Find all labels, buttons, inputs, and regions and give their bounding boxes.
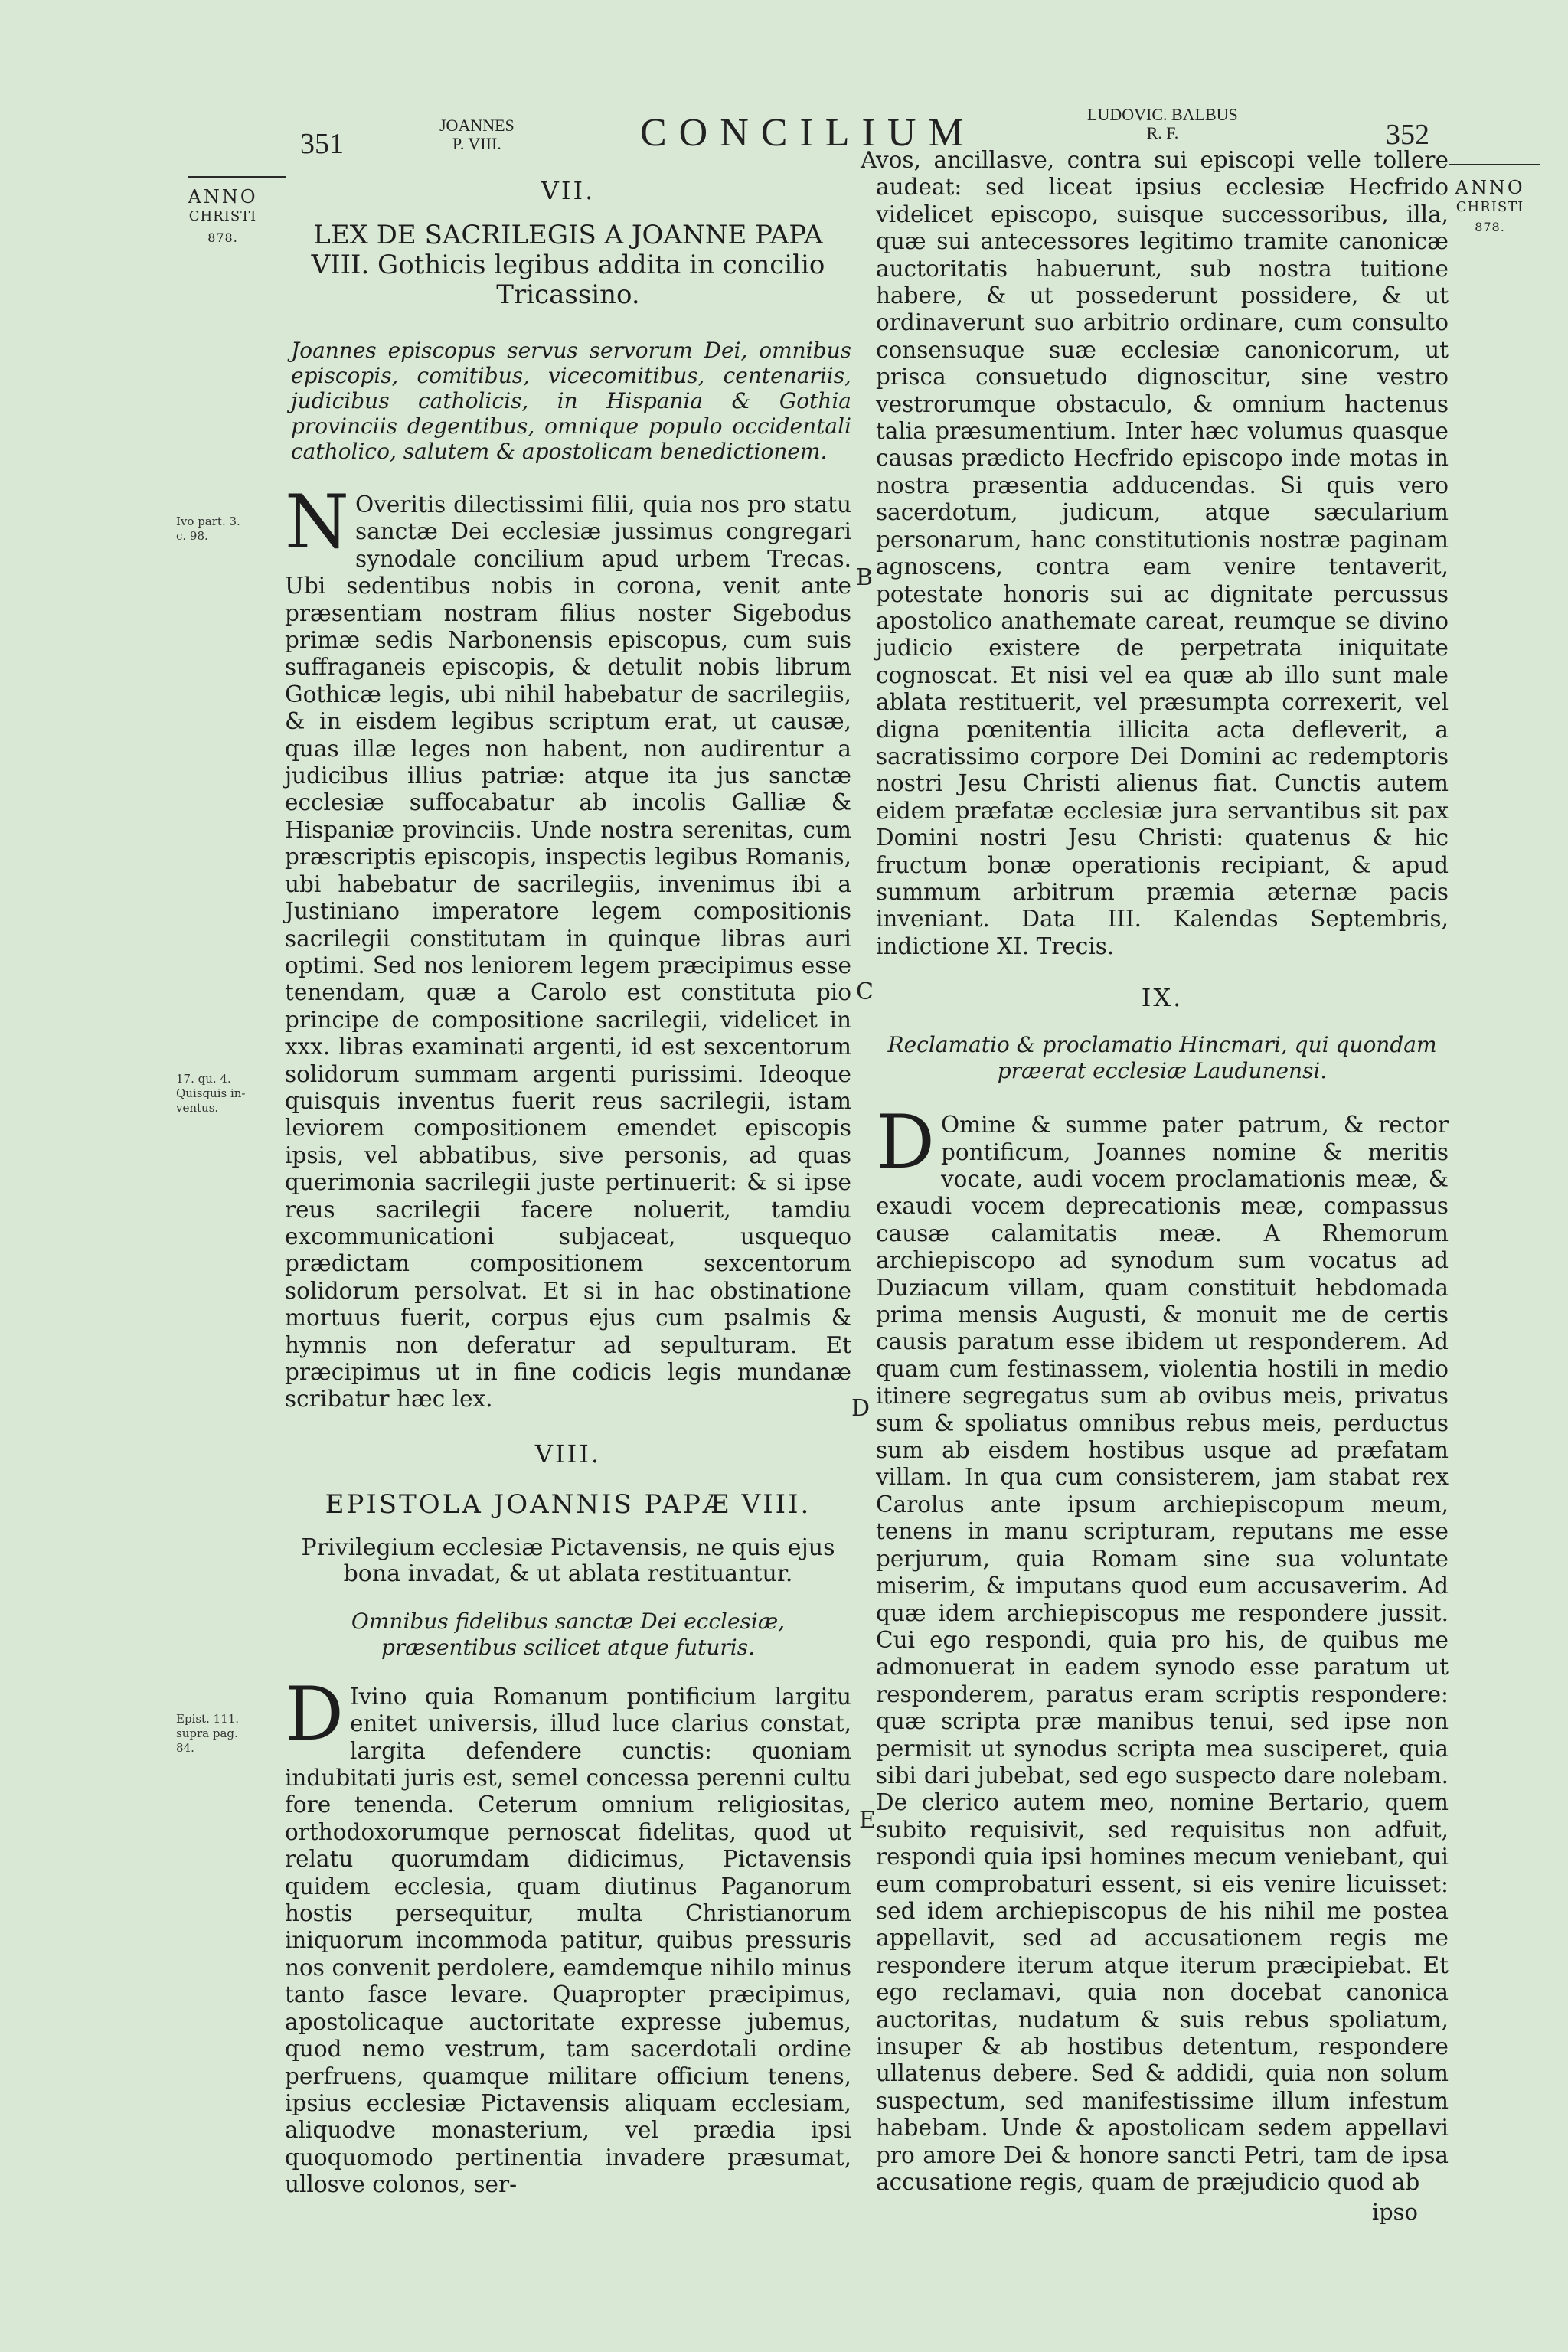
running-head-right: LUDOVIC. BALBUS R. F. [1087,105,1238,142]
left-column [285,176,851,2199]
margin-letter-c: C [856,978,874,1005]
margin-note-ivo: Ivo part. 3. c. 98. [176,514,240,543]
anno-christi-left [181,188,265,247]
drop-cap-n: N [285,479,349,565]
margin-letter-b: B [856,564,874,591]
body-text-ix [876,1099,1449,2196]
subtitle-viii: Privilegium ecclesiæ Pictavensis, ne quis ejus bona invadat, & ut ablata restituantur. [301,1534,835,1587]
subtitle-ix: Reclamatio & proclamatio Hincmari, qui quondam præerat ecclesiæ Laudunensi. [887,1032,1437,1084]
anno-year: 878. [207,230,238,245]
right-margin-rule [1449,164,1540,165]
body-text-ix-content: Omine & summe pater patrum, & rector pontificum, Joannes nomine & meritis vocate, audi vocem proclamationis meæ, & exaudi vocem deprecationis meæ, compassus causæ calamitatis meæ. A Rhemorum archiepiscopo ad synodum sum vocatus ad Duziacum villam, quam constituit hebdomada prima mensis Augusti, & monuit me de certis causis paratum esse ibidem ut responderem. Ad quam cum festinassem, violentia hostili in medio itinere segregatus sum ab ovibus meis, privatus sum & spoliatus omnibus rebus meis, perductus sum ab eisdem hostibus usque ad præfatam villam. In qua cum consisterem, jam stabat rex Carolus ante ipsum archiepiscopum meum, tenens in manu scripturam, reputans me esse perjurum, quia Romam sine sua voluntate miserim, & imputans quod eum accusaverim. Ad quæ idem archiepiscopus me respondere jussit. Cui ego respondi, quia pro his, de quibus me admonuerat in eadem synodo esse paratum ut responderem, paratus eram scriptis respondere: quæ scripta præ manibus tenui, sed ipse non permisit ut synodus scripta mea susciperet, quia sibi dari jubebat, sed ego suspecto dare nolebam. De clerico autem meo, nomine Bertario, quem subito requisivit, sed requisitus non adfuit, respondi quia ipsi homines mecum veniebant, qui eum comprobaturi essent, si eis venire licuisset: sed idem archiepiscopus de his nihil me postea appellavit, sed ad accusationem regis me respondere iterum atque iterum præcipiebat. Et ego reclamavi, quia non docebat canonica auctoritas, nudatum & suis rebus spoliatum, insuper & ab hostibus detentum, respondere ullatenus debere. Sed & addidi, quia non solum suspectum, sed manifestissime illum infestum habebam. Unde & apostolicam sedem appellavi pro amore Dei & honore sancti Petri, tam de ipsa accusatione regis, quam de præjudicio quod ab [876,1112,1449,2196]
anno-label: ANNO [1455,177,1525,198]
section-title-viii: EPISTOLA JOANNIS PAPÆ VIII. [325,1488,812,1520]
section-number-viii: VIII. [534,1439,602,1468]
left-margin-rule [188,176,286,178]
running-head-left: JOANNES P. VIII. [439,116,514,153]
running-head-center: CONCILIUM [640,111,976,155]
drop-cap-d: D [285,1671,344,1757]
address-vii: Joannes episcopus servus servorum Dei, omnibus episcopis, comitibus, vicecomitibus, centenariis, judicibus catholicis, in Hispania & Gothia provinciis degentibus, omnique populo occidentali catholico, salutem & apostolicam benedictionem. [291,338,851,464]
christi-label: CHRISTI [1455,199,1524,215]
page-number-right: 352 [1386,119,1429,151]
body-text-viii-content: Ivino quia Romanum pontificium largitu enitet universis, illud luce clarius constat, largita defendere cunctis: quoniam indubitati juris est, semel concessa perenni cultu fore tenenda. Ceterum omnium religiositas, orthodoxorumque pernoscat fidelitas, quod ut relatu quorumdam didicimus, Pictavensis quidem ecclesia, quam diutinus Paganorum hostis persequitur, multa Christianorum iniquorum incommoda patitur, quibus pressuris nos convenit perdolere, eamdemque nihilo minus tanto fasce levare. Quapropter præcipimus, apostolicaque auctoritate expresse jubemus, quod nemo vestrum, tam sacerdotali ordine perfruens, quamque militare officium tenens, ipsius ecclesiæ Pictavensis aliquam ecclesiam, aliquodve monasterium, vel prædia ipsi quoquomodo pertinentia invadere præsumat, ullosve colonos, ser- [285,1683,851,2198]
address-viii: Omnibus fidelibus sanctæ Dei ecclesiæ, præsentibus scilicet atque futuris. [351,1608,786,1660]
anno-year: 878. [1475,220,1505,234]
christi-label: CHRISTI [188,208,257,224]
section-title-vii: LEX DE SACRILEGIS A JOANNE PAPA VIII. Gothicis legibus addita in concilio Tricassino. [311,220,825,310]
margin-letter-a: A [861,147,877,174]
drop-cap-d-ix: D [876,1099,935,1186]
catchword: ipso [1371,2199,1418,2226]
margin-note-quisquis: 17. qu. 4. Quisquis in- ventus. [176,1072,246,1115]
right-column [876,147,1449,2225]
body-text-viii-continued: vos, ancillasve, contra sui episcopi velle tollere audeat: sed liceat ipsius ecclesiæ Hecfrido videlicet episcopo, suisque successoribus, illa, quæ sui antecessores legitimo tramite canonicæ auctoritatis habuerunt, sub nostra tuitione habere, & ut possederunt possidere, & ut ordinaverunt suo arbitrio ordinare, cum consulto consensuque suæ ecclesiæ canonicorum, ut prisca consuetudo dignoscitur, sine vestro vestrorumque obstaculo, & omnium hactenus talia præsumentium. Inter hæc volumus quasque causas prædicto Hecfrido episcopo inde motas in nostra præsentia adducendas. Si quis vero sacerdotum, judicum, atque sæcularium personarum, hanc constitutionis nostræ paginam agnoscens, contra eam venire tentaverit, potestate honoris sui ac dignitate percussus apostolico anathemate careat, reumque se divino judicio existere de perpetrata iniquitate cognoscat. Et nisi vel ea quæ ab illo sunt male ablata restituerit, vel præsumpta correxerit, vel digna pœnitentia illicita acta defleverit, a sacratissimo corpore Dei Domini ac redemptoris nostri Jesu Christi alienus fiat. Cunctis autem eidem præfatæ ecclesiæ jura servantibus sit pax Domini nostri Jesu Christi: quatenus & hic fructum bonæ operationis recipiant, & apud summum arbitrum præmia æternæ pacis inveniant. Data III. Kalendas Septembris, indictione XI. Trecis. [876,147,1449,959]
margin-note-epist: Epist. 111. supra pag. 84. [176,1712,240,1755]
body-text-viii [285,1671,851,2199]
body-text-vii-content: Overitis dilectissimi filii, quia nos pro statu sanctæ Dei ecclesiæ jussimus congregari synodale concilium apud urbem Trecas. Ubi sedentibus nobis in corona, venit ante præsentiam nostram filius noster Sigebodus primæ sedis Narbonensis episcopus, cum suis suffraganeis episcopis, & detulit nobis librum Gothicæ legis, ubi nihil habebatur de sacrilegiis, & in eisdem legibus scriptum erat, ut causæ, quas illæ leges non habent, non audirentur a judicibus illius patriæ: atque ita jus sanctæ ecclesiæ suffocabatur ab incolis Galliæ & Hispaniæ provinciis. Unde nostra serenitas, cum præscriptis episcopis, inspectis legibus Romanis, ubi habebatur de sacrilegiis, invenimus ibi a Justiniano imperatore legem compositionis sacrilegii constitutam in quinque libras auri optimi. Sed nos leniorem legem præcipimus esse tenendam, quæ a Carolo est constituta pio principe de compositione sacrilegii, videlicet in xxx. libras examinati argenti, id est sexcentorum solidorum summam argenti purissimi. Ideoque quisquis inventus fuerit reus sacrilegii, istam leviorem compositionem emendet episcopis ipsis, vel abbatibus, sive personis, ad quas querimonia sacrilegii juste pertinuerit: & si ipse reus sacrilegii facere noluerit, tamdiu excommunicationi subjaceat, usquequo prædictam compositionem sexcentorum solidorum persolvat. Et si in hac obstinatione mortuus fuerit, corpus ejus cum psalmis & hymnis non deferatur ad sepulturam. Et præcipimus ut in fine codicis legis mundanæ scribatur hæc lex. [285,492,851,1413]
body-text-vii [285,479,851,1413]
anno-christi-right [1444,179,1536,236]
margin-letter-e: E [859,1807,876,1834]
page-number-left: 351 [300,128,344,160]
margin-letter-d: D [851,1395,871,1422]
section-number-vii: VII. [541,176,596,205]
anno-label: ANNO [188,186,258,207]
section-number-ix: IX. [1141,983,1184,1013]
